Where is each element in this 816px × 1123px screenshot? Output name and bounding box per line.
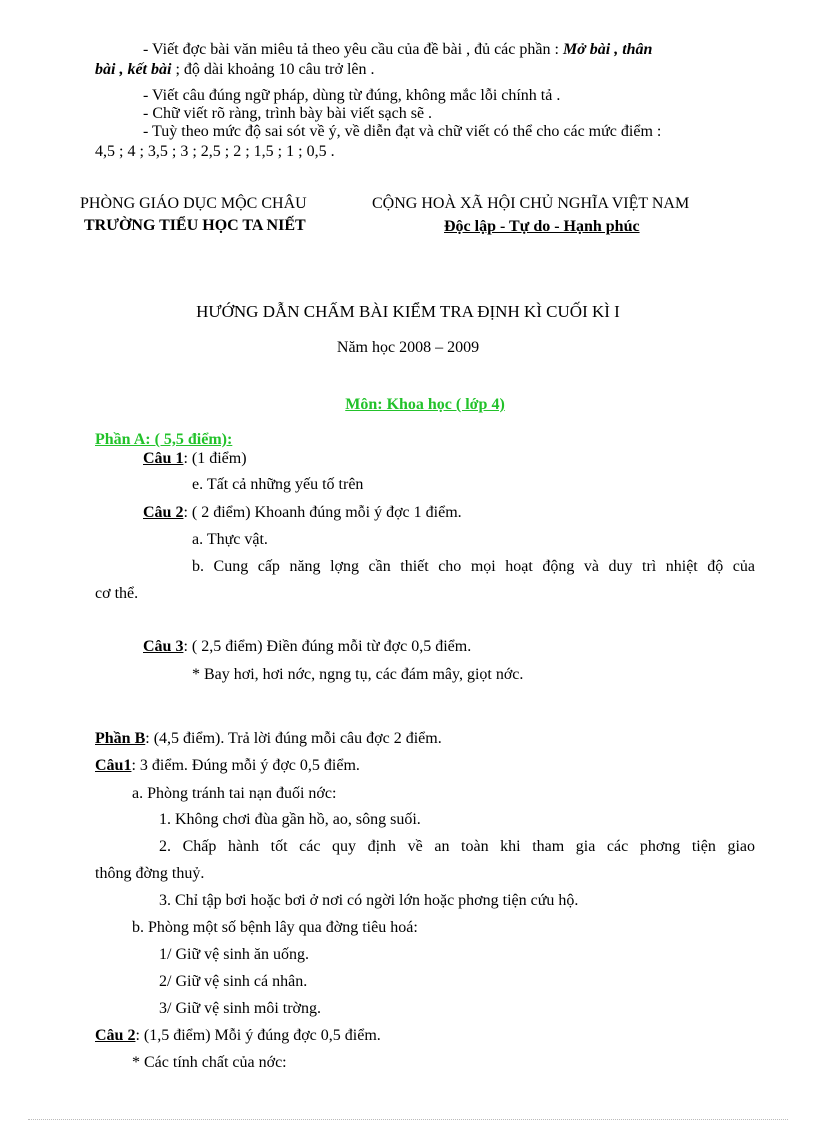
part-b-q1-b: b. Phòng một số bệnh lây qua đờng tiêu hoá:	[132, 919, 418, 936]
part-b-q1-b3: 3/ Giữ vệ sinh môi trờng.	[159, 1000, 322, 1017]
part-a-q3: Câu 3: ( 2,5 điểm) Điền đúng mỗi từ đợc 0,5 điểm.	[143, 638, 472, 655]
school-year: Năm học 2008 – 2009	[336, 339, 480, 356]
motto: Độc lập - Tự do - Hạnh phúc	[444, 218, 640, 235]
part-a-q2-b-cont: cơ thể.	[95, 585, 139, 602]
part-b-heading: Phần B: (4,5 điểm). Trả lời đúng mỗi câu đợc 2 điểm.	[95, 730, 442, 747]
part-a-heading: Phần A: ( 5,5 điểm):	[95, 431, 233, 448]
part-b-q1-b1: 1/ Giữ vệ sinh ăn uống.	[159, 946, 309, 963]
grading-line-2: - Viết câu đúng ngữ pháp, dùng từ đúng, không mắc lỗi chính tả .	[143, 87, 561, 104]
grading-line-5: 4,5 ; 4 ; 3,5 ; 3 ; 2,5 ; 2 ; 1,5 ; 1 ; 0,5 .	[95, 143, 335, 160]
dept-name: PHÒNG GIÁO DỤC MỘC CHÂU	[80, 195, 307, 212]
part-a-q2: Câu 2: ( 2 điểm) Khoanh đúng mỗi ý đợc 1 điểm.	[143, 504, 462, 521]
part-b-q1-b2: 2/ Giữ vệ sinh cá nhân.	[159, 973, 308, 990]
part-b-q2: Câu 2: (1,5 điểm) Mỗi ý đúng đợc 0,5 điểm.	[95, 1027, 381, 1044]
part-b-q1-a2-cont: thông đờng thuỷ.	[95, 865, 205, 882]
grading-line-3: - Chữ viết rõ ràng, trình bày bài viết sạch sẽ .	[143, 105, 433, 122]
part-a-q2-a: a. Thực vật.	[192, 531, 268, 548]
part-b-q1-a3: 3. Chỉ tập bơi hoặc bơi ở nơi có ngời lớn hoặc phơng tiện cứu hộ.	[159, 892, 579, 909]
grading-line-1: - Viết đợc bài văn miêu tả theo yêu cầu của đề bài , đủ các phần : Mở bài , thân	[143, 41, 653, 58]
part-b-q1: Câu1: 3 điểm. Đúng mỗi ý đợc 0,5 điểm.	[95, 757, 360, 774]
bold-italic-terms: Mở bài , thân	[562, 41, 653, 58]
grading-line-4: - Tuỳ theo mức độ sai sót về ý, về diễn đạt và chữ viết có thể cho các mức điểm :	[143, 123, 662, 140]
part-b-q2-a: * Các tính chất của nớc:	[132, 1054, 287, 1071]
part-a-q3-answer: * Bay hơi, hơi nớc, ngng tụ, các đám mây, giọt nớc.	[192, 666, 524, 683]
part-a-q2-b: b. Cung cấp năng lợng cần thiết cho mọi hoạt động và duy trì nhiệt độ của	[192, 558, 755, 575]
nation-name: CỘNG HOÀ XÃ HỘI CHỦ NGHĨA VIỆT NAM	[372, 195, 690, 212]
school-name: TRƯỜNG TIỂU HỌC TA NIẾT	[84, 217, 306, 234]
page-bottom-divider	[28, 1119, 788, 1120]
part-a-q1-answer: e. Tất cả những yếu tố trên	[192, 476, 364, 493]
part-b-q1-a1: 1. Không chơi đùa gần hồ, ao, sông suối.	[159, 811, 421, 828]
part-a-q1: Câu 1: (1 điểm)	[143, 450, 247, 467]
grading-line-1-cont: bài , kết bài ; độ dài khoảng 10 câu trở lên .	[95, 61, 375, 78]
page-title: HƯỚNG DẪN CHẤM BÀI KIỂM TRA ĐỊNH KÌ CUỐI KÌ I	[196, 302, 620, 321]
subject-title: Môn: Khoa học ( lớp 4)	[345, 396, 505, 413]
part-b-q1-a: a. Phòng tránh tai nạn đuối nớc:	[132, 785, 337, 802]
part-b-q1-a2: 2. Chấp hành tốt các quy định về an toàn khi tham gia các phơng tiện giao	[159, 838, 755, 855]
